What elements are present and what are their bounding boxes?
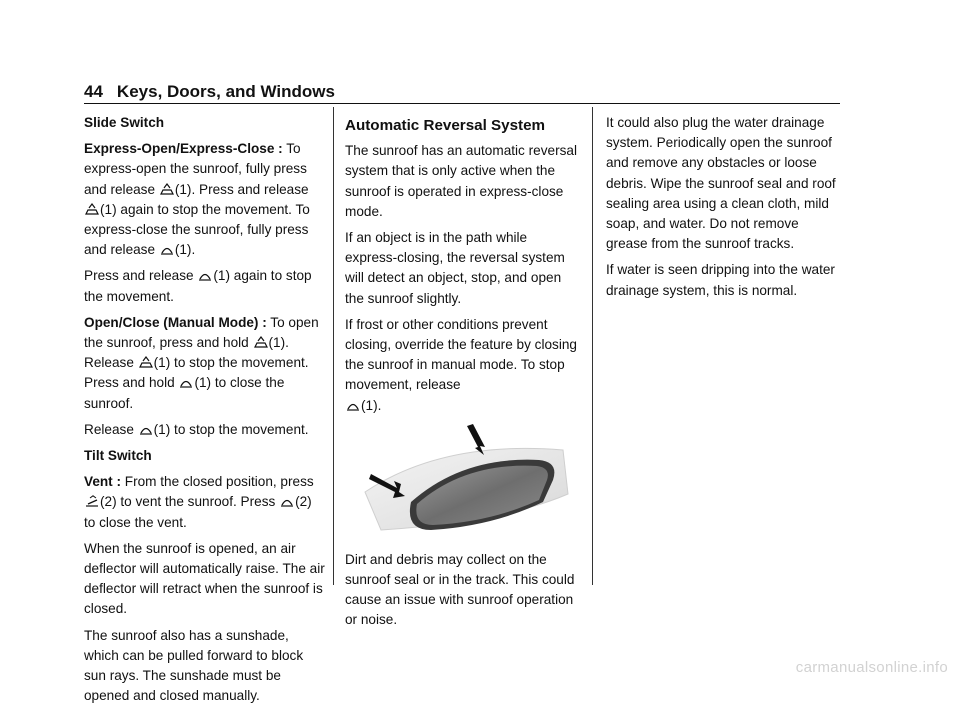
debris-paragraph: Dirt and debris may collect on the sunroof seal or in the track. This could cause an issue with sunroof operation or noise. [345,551,575,628]
reversal-heading: Automatic Reversal System [345,117,546,134]
column-divider-2 [592,107,593,585]
express-paragraph: Express-Open/Express-Close : To express-open the sunroof, fully press and release (1). Press and release (1) again to stop the movement. To express-close the sunroof, fully press and release (1). [84,141,310,258]
sunroof-illustration [353,422,573,540]
manual-paragraph: Open/Close (Manual Mode) : To open the sunroof, press and hold (1). Release (1) to stop the movement. Press and hold (1) to close the sunroof. [84,314,319,411]
manual-label: Open/Close (Manual Mode) : [84,314,267,330]
sunroof-open-icon [254,336,268,349]
deflector-paragraph: When the sunroof is opened, an air deflector will automatically raise. The air deflector will retract when the sunroof is closed. [84,540,325,617]
column-middle [345,113,578,637]
vent-paragraph: Vent : From the closed position, press (2) to vent the sunroof. Press (2) to close the vent. [84,474,314,530]
sunroof-close-icon [346,399,360,412]
sunroof-close-icon [139,423,153,436]
column-divider-1 [333,107,334,585]
dripping-paragraph: If water is seen dripping into the water drainage system, this is normal. [606,262,835,298]
column-left [84,113,326,712]
drainage-paragraph: It could also plug the water drainage system. Periodically open the sunroof and remove any obstacles or loose debris. Wipe the sunroof seal and roof sealing area using a clean cloth, mild soap, and water. Do not remove grease from the sunroof tracks. [606,115,836,252]
sunroof-close-icon [179,376,193,389]
slide-switch-heading: Slide Switch [84,115,165,130]
sunshade-paragraph: The sunroof also has a sunshade, which can be pulled forward to block sun rays. The sunshade must be opened and closed manually. [84,627,304,704]
tilt-switch-heading: Tilt Switch [84,448,152,464]
reversal-paragraph-1: The sunroof has an automatic reversal system that is only active when the sunroof is operated in express-close mode. [345,143,577,219]
sunroof-open-icon [160,183,174,196]
page-number: 44 [84,82,103,101]
vent-label: Vent : [84,474,122,490]
sunroof-tilt-icon [85,495,99,508]
manual-stop-paragraph: Release (1) to stop the movement. [84,421,309,437]
sunroof-open-icon [139,356,153,369]
sunroof-open-icon [85,203,99,216]
section-title: Keys, Doors, and Windows [116,82,335,101]
page-header [84,82,335,102]
watermark: carmanualsonline.info [795,659,948,676]
sunroof-close-icon [280,495,294,508]
express-stop-paragraph: Press and release (1) again to stop the movement. [84,268,312,304]
reversal-paragraph-3: If frost or other conditions prevent closing, override the feature by closing the sunroof in manual mode. To stop movement, release (1). [345,316,577,413]
column-right [606,113,840,307]
sunroof-close-icon [160,243,174,256]
reversal-paragraph-2: If an object is in the path while express-closing, the reversal system will detect an object, stop, and open the sunroof slightly. [345,230,565,306]
express-label: Express-Open/Express-Close : [84,141,283,157]
sunroof-close-icon [198,269,212,282]
header-rule [84,103,840,104]
